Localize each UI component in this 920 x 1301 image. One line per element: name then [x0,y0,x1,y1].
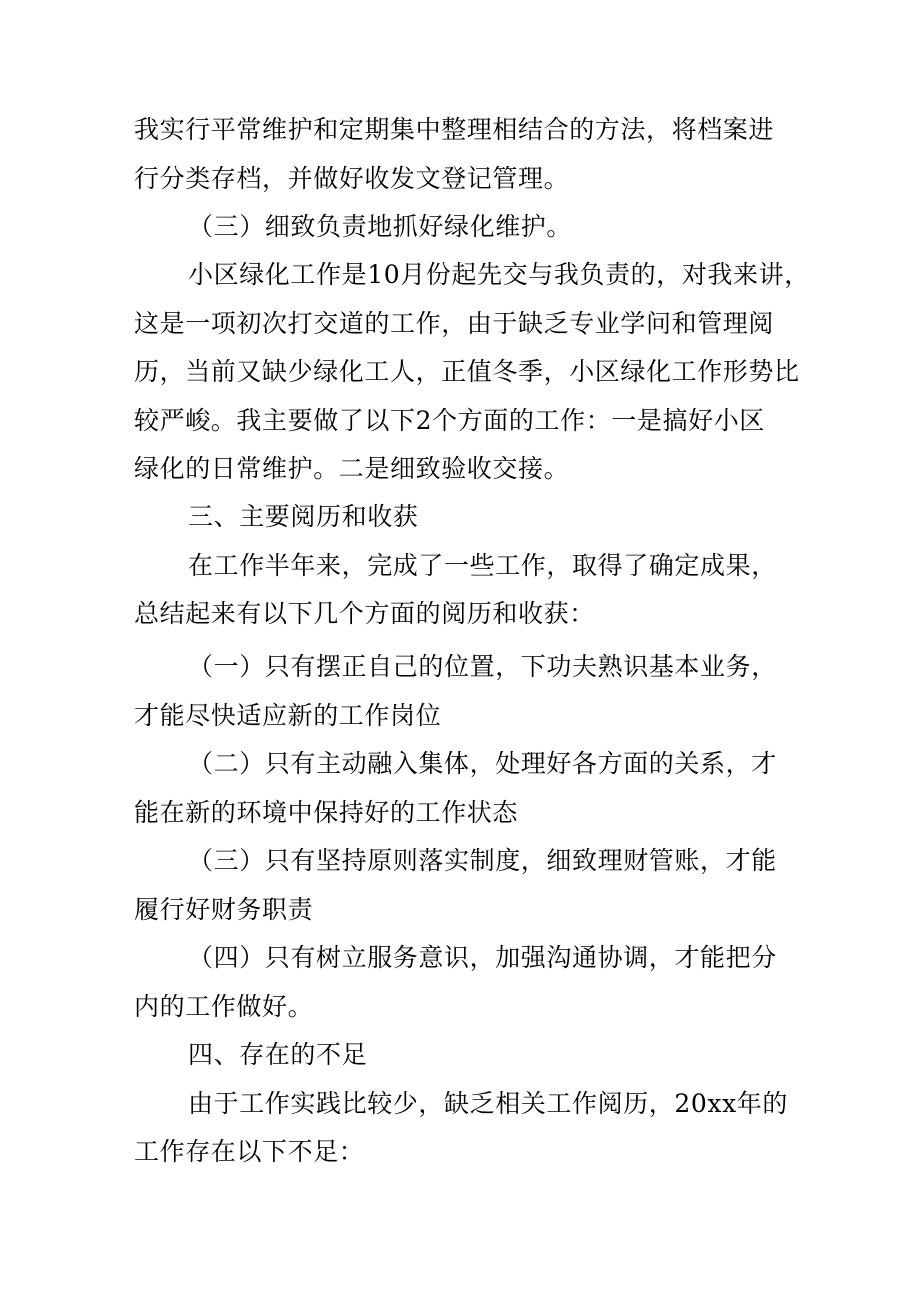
paragraph-line: 较严峻。我主要做了以下2个方面的工作：一是搞好小区 [134,406,765,435]
list-item-continuation: 能在新的环境中保持好的工作状态 [134,798,519,827]
list-item: （四）只有树立服务意识，加强沟通协调，才能把分 [188,943,777,972]
list-item-continuation: 履行好财务职责 [134,895,314,924]
paragraph-line: 历，当前又缺少绿化工人，正值冬季，小区绿化工作形势比 [134,357,800,386]
list-item: （三）只有坚持原则落实制度，细致理财管账，才能 [188,846,777,875]
section-heading: 三、主要阅历和收获 [188,502,419,531]
paragraph-line: 我实行平常维护和定期集中整理相结合的方法，将档案进 [134,115,775,144]
paragraph-line: 工作存在以下不足： [134,1137,365,1166]
paragraph-line: 总结起来有以下几个方面的阅历和收获： [134,599,595,628]
paragraph-line: 行分类存档，并做好收发文登记管理。 [134,164,570,193]
paragraph-line: 小区绿化工作是10月份起先交与我负责的，对我来讲， [188,260,810,289]
list-item-continuation: 才能尽快适应新的工作岗位 [134,701,442,730]
list-item: （二）只有主动融入集体，处理好各方面的关系，才 [188,749,777,778]
paragraph-line: 绿化的日常维护。二是细致验收交接。 [134,454,570,483]
section-subheading: （三）细致负责地抓好绿化维护。 [188,212,573,241]
paragraph-line: 由于工作实践比较少，缺乏相关工作阅历，20xx年的 [188,1089,789,1118]
paragraph-line: 在工作半年来，完成了一些工作，取得了确定成果， [188,551,777,580]
list-item-continuation: 内的工作做好。 [134,992,314,1021]
paragraph-line: 这是一项初次打交道的工作，由于缺乏专业学问和管理阅 [134,309,775,338]
section-heading: 四、存在的不足 [188,1040,368,1069]
list-item: （一）只有摆正自己的位置，下功夫熟识基本业务， [188,652,777,681]
